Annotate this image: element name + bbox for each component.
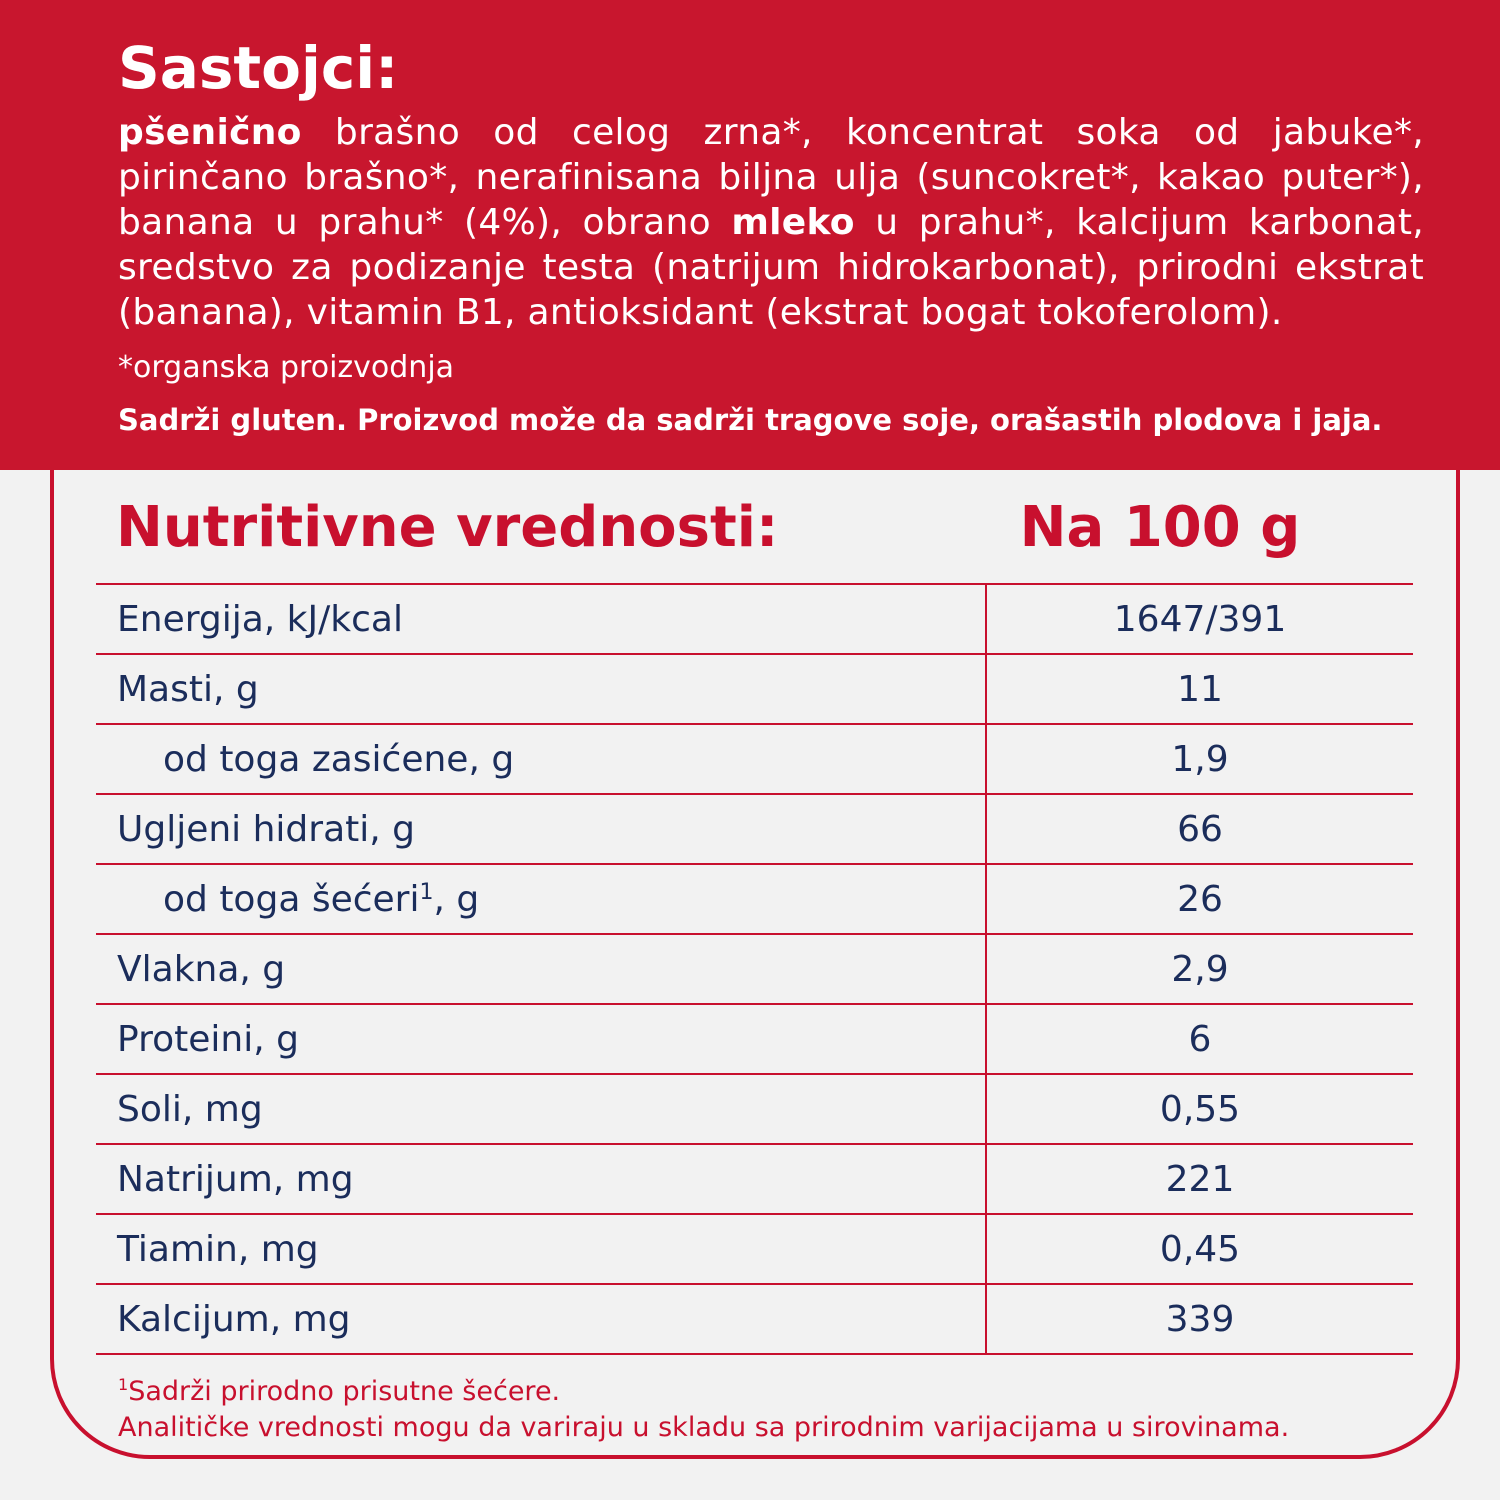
row-label: Proteini, g <box>96 1004 986 1074</box>
row-label <box>96 864 986 934</box>
ingredients-text-part1: brašno od celog zrna*, koncentrat soka od jabuke*, pirinčano brašno*, nerafinisana biljna ulja (suncokret*, kakao puter*), banana u prahu* (4%), obrano <box>118 112 1424 243</box>
row-label-text: od toga šećeri <box>163 878 420 920</box>
nutrition-table <box>96 583 1413 1355</box>
ingredient-allergen-wheat: pšenično <box>118 112 302 153</box>
ingredients-text-part2: u prahu*, kalcijum karbonat, sredstvo za podizanje testa (natrijum hidrokarbonat), prirodni ekstrat (banana), vitamin B1, antioksidant (ekstrat bogat tokoferolom). <box>118 202 1424 333</box>
row-label-unit: , g <box>433 878 480 920</box>
table-row <box>96 724 1413 794</box>
row-value: 221 <box>986 1144 1413 1214</box>
table-row <box>96 1074 1413 1144</box>
table-row <box>96 1214 1413 1284</box>
row-value: 0,45 <box>986 1214 1413 1284</box>
table-row <box>96 654 1413 724</box>
row-label: Ugljeni hidrati, g <box>96 794 986 864</box>
table-row <box>96 1004 1413 1074</box>
ingredients-list <box>118 110 1424 335</box>
footnote-sugars <box>118 1374 1289 1410</box>
row-label: Kalcijum, mg <box>96 1284 986 1354</box>
table-row <box>96 1144 1413 1214</box>
footnotes <box>118 1374 1289 1446</box>
row-value: 1,9 <box>986 724 1413 794</box>
row-value: 26 <box>986 864 1413 934</box>
ingredient-allergen-milk: mleko <box>731 202 855 243</box>
row-label: Natrijum, mg <box>96 1144 986 1214</box>
row-label: Vlakna, g <box>96 934 986 1004</box>
row-value: 6 <box>986 1004 1413 1074</box>
row-label: od toga zasićene, g <box>96 724 986 794</box>
table-row <box>96 794 1413 864</box>
table-row <box>96 584 1413 654</box>
nutrition-title: Nutritivne vrednosti: <box>116 495 779 560</box>
row-label: Tiamin, mg <box>96 1214 986 1284</box>
footnote-marker: 1 <box>419 879 434 905</box>
row-label: Energija, kJ/kcal <box>96 584 986 654</box>
row-label: Masti, g <box>96 654 986 724</box>
row-value: 339 <box>986 1284 1413 1354</box>
row-value: 1647/391 <box>986 584 1413 654</box>
table-row <box>96 1284 1413 1354</box>
allergen-warning: Sadrži gluten. Proizvod može da sadrži tragove soje, orašastih plodova i jaja. <box>118 403 1383 437</box>
footnote-marker: 1 <box>118 1375 129 1394</box>
row-value: 0,55 <box>986 1074 1413 1144</box>
nutrition-column-header: Na 100 g <box>1019 495 1301 560</box>
ingredients-title: Sastojci: <box>118 34 399 102</box>
row-value: 2,9 <box>986 934 1413 1004</box>
ingredients-panel <box>0 0 1500 470</box>
table-row <box>96 934 1413 1004</box>
table-row <box>96 864 1413 934</box>
row-value: 66 <box>986 794 1413 864</box>
footnote-variation: Analitičke vrednosti mogu da variraju u skladu sa prirodnim varijacijama u sirovinama. <box>118 1412 1290 1443</box>
organic-note: *organska proizvodnja <box>118 350 455 385</box>
footnote-sugars-text: Sadrži prirodno prisutne šećere. <box>128 1376 561 1407</box>
row-label: Soli, mg <box>96 1074 986 1144</box>
row-value: 11 <box>986 654 1413 724</box>
